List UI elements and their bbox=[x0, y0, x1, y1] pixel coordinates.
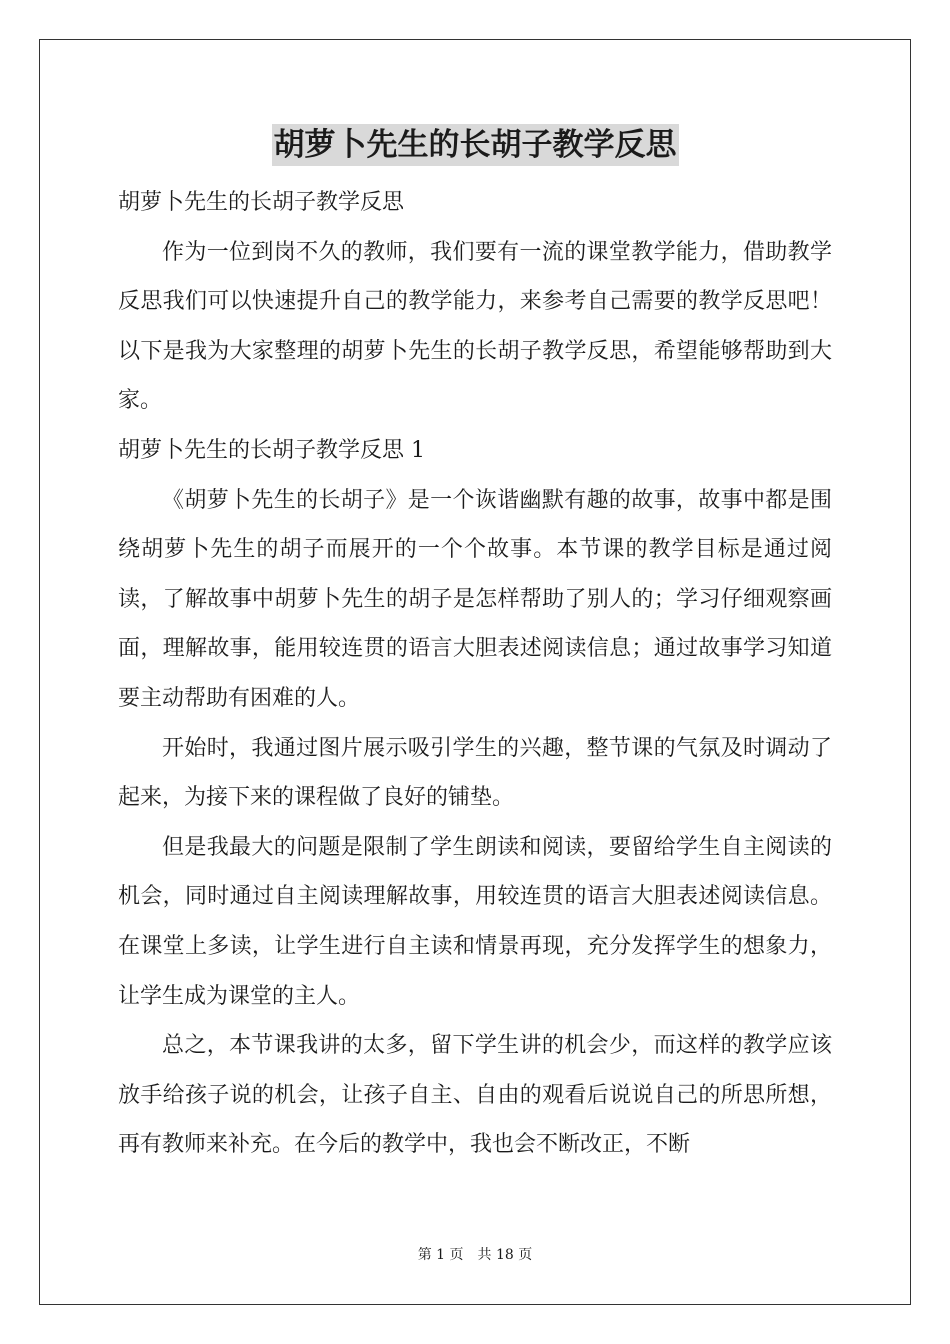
page-footer bbox=[0, 1244, 950, 1264]
paragraph-intro: 作为一位到岗不久的教师，我们要有一流的课堂教学能力，借助教学反思我们可以快速提升自己的教学能力，来参考自己需要的教学反思吧！以下是我为大家整理的胡萝卜先生的长胡子教学反思，希望能够帮助到大家。 bbox=[118, 239, 832, 414]
page-number: 第 1 页 bbox=[417, 1247, 464, 1263]
paragraph-body: 总之，本节课我讲的太多，留下学生讲的机会少，而这样的教学应该放手给孩子说的机会，让孩子自主、自由的观看后说说自己的所思所想，再有教师来补充。在今后的教学中，我也会不断改正，不断 bbox=[118, 1033, 832, 1158]
paragraph-body: 但是我最大的问题是限制了学生朗读和阅读，要留给学生自主阅读的机会，同时通过自主阅读理解故事，用较连贯的语言大胆表述阅读信息。在课堂上多读，让学生进行自主读和情景再现，充分发挥学生的想象力，让学生成为课堂的主人。 bbox=[118, 834, 832, 1009]
paragraph-section-heading: 胡萝卜先生的长胡子教学反思 1 bbox=[118, 437, 425, 463]
document-body bbox=[118, 178, 832, 1170]
document-title: 胡萝卜先生的长胡子教学反思 bbox=[272, 124, 679, 166]
paragraph-subtitle: 胡萝卜先生的长胡子教学反思 bbox=[118, 190, 405, 215]
page-total: 共 18 页 bbox=[477, 1247, 533, 1263]
paragraph-body: 开始时，我通过图片展示吸引学生的兴趣，整节课的气氛及时调动了起来，为接下来的课程做了良好的铺垫。 bbox=[118, 735, 832, 811]
paragraph-body: 《胡萝卜先生的长胡子》是一个诙谐幽默有趣的故事，故事中都是围绕胡萝卜先生的胡子而展开的一个个故事。本节课的教学目标是通过阅读，了解故事中胡萝卜先生的胡子是怎样帮助了别人的；学习仔细观察画面，理解故事，能用较连贯的语言大胆表述阅读信息；通过故事学习知道要主动帮助有困难的人。 bbox=[118, 487, 832, 711]
title-container bbox=[0, 124, 950, 166]
